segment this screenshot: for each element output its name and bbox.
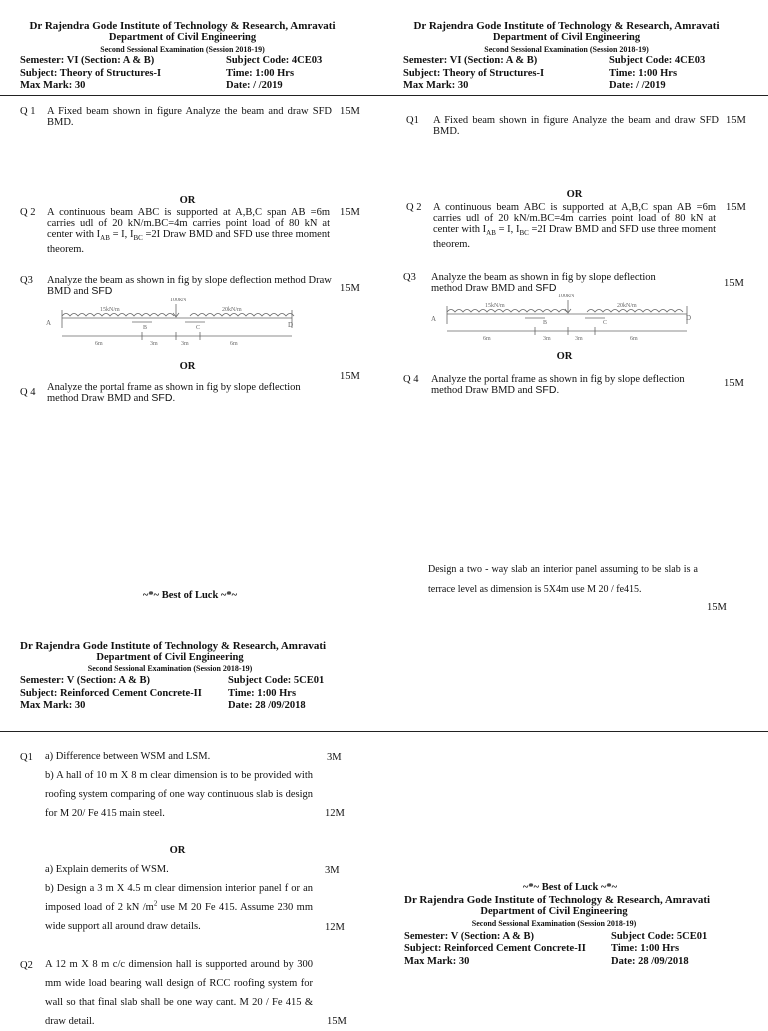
exam-time: Time: 1:00 Hrs	[611, 943, 680, 954]
exam-name: Second Sessional Examination (Session 2018-19)	[484, 45, 649, 54]
span-label: 3m	[150, 341, 158, 347]
subject-code: Subject Code: 4CE03	[609, 55, 706, 66]
question-number: Q 2	[406, 202, 422, 213]
question-number: Q 2	[20, 207, 36, 218]
question-number: Q1	[20, 752, 33, 763]
support-a-label: A	[431, 315, 437, 323]
udl-right-wave	[190, 314, 294, 317]
exam-date: Date: 28 /09/2018	[611, 956, 689, 967]
best-of-luck: ~*~ Best of Luck ~*~	[142, 590, 238, 601]
question-marks: 15M	[707, 602, 727, 613]
department-name: Department of Civil Engineering	[96, 652, 244, 663]
subject: Subject: Theory of Structures-I	[20, 68, 162, 79]
exam-time: Time: 1:00 Hrs	[228, 688, 297, 699]
support-d-label: D	[288, 321, 294, 329]
or-separator: OR	[169, 845, 186, 856]
institute-name: Dr Rajendra Gode Institute of Technology & Research, Amravati	[404, 894, 711, 906]
institute-name: Dr Rajendra Gode Institute of Technology & Research, Amravati	[20, 640, 327, 652]
max-mark: Max Mark: 30	[403, 80, 469, 91]
question-marks: 15M	[724, 278, 744, 289]
exam-name: Second Sessional Examination (Session 2018-19)	[471, 919, 637, 928]
exam-time: Time: 1:00 Hrs	[609, 68, 678, 79]
department-name: Department of Civil Engineering	[492, 32, 641, 43]
udl-left-label: 15kN/m	[485, 303, 505, 309]
udl-left-label: 15kN/m	[100, 307, 120, 313]
subject-code: Subject Code: 5CE01	[228, 675, 325, 686]
semester: Semester: VI (Section: A & B)	[403, 55, 538, 66]
exam-name: Second Sessional Examination (Session 2018-19)	[87, 664, 253, 673]
span-label: 6m	[483, 336, 491, 342]
udl-left-wave	[62, 314, 174, 317]
department-name: Department of Civil Engineering	[108, 32, 257, 43]
question-text: A Fixed beam shown in figure Analyze the beam and draw SFD BMD.	[433, 115, 719, 137]
question-text: a) Explain demerits of WSM.	[45, 864, 169, 875]
institute-name: Dr Rajendra Gode Institute of Technology & Research, Amravati	[413, 20, 720, 32]
or-separator: OR	[566, 189, 583, 200]
point-load-label: 100kN	[170, 298, 187, 303]
or-separator: OR	[179, 195, 196, 206]
question-marks: 3M	[327, 752, 342, 763]
support-d-label: D	[686, 314, 692, 322]
subject: Subject: Theory of Structures-I	[403, 68, 545, 79]
slab-design-question: Design a two - way slab an interior panel assuming to be slab is a terrace level as dimension is 5X4m use M 20 / fe415.	[428, 564, 698, 595]
exam-date: Date: / /2019	[609, 80, 666, 91]
span-label: 6m	[230, 341, 238, 347]
subject: Subject: Reinforced Cement Concrete-II	[20, 688, 202, 699]
subject-code: Subject Code: 5CE01	[611, 931, 708, 942]
question-text: A continuous beam ABC is supported at A,B,C span AB =6m carries udl of 20 kN/m.BC=4m carries point load of 80 kN at center with $I_{AB} = I$, $I_{BC} =2I$ Draw BMD and SFD use three moment theorem.	[433, 202, 716, 251]
question-text: Analyze the portal frame as shown in fig by slope deflection method Draw BMD and SFD.	[47, 382, 301, 404]
institute-name: Dr Rajendra Gode Institute of Technology & Research, Amravati	[29, 20, 336, 32]
support-b-label: B	[543, 320, 548, 326]
question-text: A Fixed beam shown in figure Analyze the beam and draw SFD BMD.	[47, 106, 332, 128]
span-label: 3m	[543, 336, 551, 342]
question-text: A 12 m X 8 m c/c dimension hall is supported around by 300 mm wide load bearing wall design of RCC roofing system for wall so that final slab shall be one way cant. M 20 / Fe 415 & draw detail.	[45, 959, 313, 1027]
question-number: Q2	[20, 960, 33, 971]
question-marks: 15M	[724, 378, 744, 389]
semester: Semester: V (Section: A & B)	[20, 675, 150, 686]
question-marks: 15M	[726, 115, 746, 126]
question-text: Analyze the beam as shown in fig by slope deflection method Draw BMD and SFD	[431, 272, 656, 294]
question-marks: 12M	[325, 922, 345, 933]
span-label: 3m	[181, 341, 189, 347]
beam-figure-right	[425, 294, 700, 342]
question-marks: 15M	[340, 371, 360, 382]
best-of-luck: ~*~ Best of Luck ~*~	[522, 882, 618, 893]
semester: Semester: V (Section: A & B)	[404, 931, 534, 942]
exam-date: Date: 28 /09/2018	[228, 700, 306, 711]
udl-right-wave	[587, 310, 683, 313]
max-mark: Max Mark: 30	[20, 80, 86, 91]
udl-right-label: 20kN/m	[617, 303, 637, 309]
question-number: Q 4	[20, 387, 36, 398]
exam-time: Time: 1:00 Hrs	[226, 68, 295, 79]
divider	[0, 95, 384, 96]
span-label: 6m	[630, 336, 638, 342]
divider	[384, 95, 768, 96]
question-text: A continuous beam ABC is supported at A,B,C span AB =6m carries udl of 20 kN/m.BC=4m carries point load of 80 kN at center with $I_{AB} = I$, $I_{BC} =2I$ Draw BMD and SFD use three moment theorem.	[47, 207, 330, 256]
question-text: a) Difference between WSM and LSM.	[45, 751, 211, 762]
question-number: Q3	[20, 275, 33, 286]
question-marks: 15M	[726, 202, 746, 213]
span-label: 3m	[575, 336, 583, 342]
udl-right-label: 20kN/m	[222, 307, 242, 313]
question-marks: 12M	[325, 808, 345, 819]
divider	[0, 731, 768, 732]
question-marks: 15M	[340, 283, 360, 294]
udl-left-wave	[447, 310, 567, 313]
question-text: Analyze the portal frame as shown in fig by slope deflection method Draw BMD and SFD.	[431, 374, 685, 396]
question-number: Q3	[403, 272, 416, 283]
question-number: Q1	[406, 115, 419, 126]
support-a-label: A	[46, 319, 52, 327]
max-mark: Max Mark: 30	[20, 700, 86, 711]
question-number: Q 4	[403, 374, 419, 385]
support-b-label: B	[143, 325, 148, 331]
department-name: Department of Civil Engineering	[480, 906, 628, 917]
question-text: b) A hall of 10 m X 8 m clear dimension is to be provided with roofing system comparing of one way continuous slab is design for M 20/ Fe 415 main steel.	[45, 770, 313, 819]
max-mark: Max Mark: 30	[404, 956, 470, 967]
question-marks: 3M	[325, 865, 340, 876]
question-marks: 15M	[327, 1016, 347, 1027]
or-separator: OR	[556, 351, 573, 362]
semester: Semester: VI (Section: A & B)	[20, 55, 155, 66]
subject-code: Subject Code: 4CE03	[226, 55, 323, 66]
or-separator: OR	[179, 361, 196, 372]
support-c-label: C	[196, 325, 201, 331]
beam-figure-left	[40, 298, 302, 348]
point-load-label: 100kN	[558, 294, 575, 299]
question-text: Analyze the beam as shown in fig by slope deflection method Draw BMD and SFD	[47, 275, 332, 297]
subject: Subject: Reinforced Cement Concrete-II	[404, 943, 586, 954]
exam-name: Second Sessional Examination (Session 2018-19)	[100, 45, 265, 54]
question-text: b) Design a 3 m X 4.5 m clear dimension interior panel f or an imposed load of 2 kN $/m^2$ use M 20 Fe 415. Assume 230 mm wide support all around draw details.	[45, 883, 314, 932]
span-label: 6m	[95, 341, 103, 347]
support-c-label: C	[603, 320, 608, 326]
question-marks: 15M	[340, 106, 360, 117]
exam-date: Date: / /2019	[226, 80, 283, 91]
question-number: Q 1	[20, 106, 36, 117]
question-marks: 15M	[340, 207, 360, 218]
